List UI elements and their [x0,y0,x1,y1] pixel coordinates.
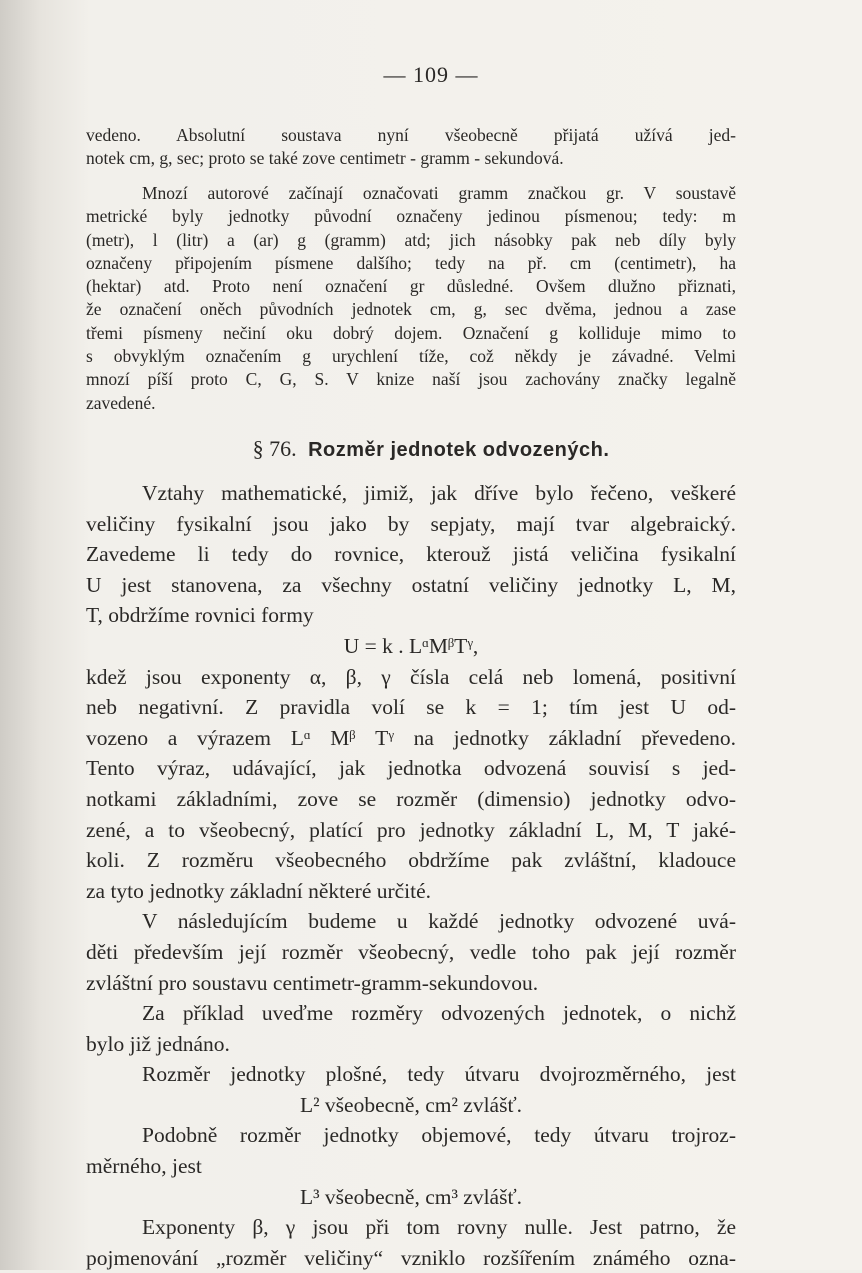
text-line: označeny připojením písmene dalšího; tedy na př. cm (centimetr), ha [86,252,736,273]
text-line: Tento výraz, udávající, jak jednotka odvozená souvisí s jed- [86,756,736,781]
text-line: zvláštní pro soustavu centimetr-gramm-sekundovou. [86,970,539,995]
formula-area: L² všeobecně, cm² zvlášť. [299,1092,523,1117]
text-line: Exponenty β, γ jsou při tom rovny nulle. Jest patrno, že [142,1215,736,1240]
text-line: U jest stanovena, za všechny ostatní veličiny jednotky L, M, [86,572,736,597]
text-line: třemi písmeny nečiní oku dobrý dojem. Označení g kolliduje mimo to [86,322,736,343]
text-line: Za příklad uveďme rozměry odvozených jednotek, o nichž [142,1001,736,1026]
formula-volume: L³ všeobecně, cm³ zvlášť. [299,1184,523,1209]
page-number: — 109 — [383,62,479,87]
text-line: notek cm, g, sec; proto se také zove centimetr - gramm - sekundová. [86,148,564,169]
text-line: zené, a to všeobecný, platící pro jednotky základní L, M, T jaké- [86,817,736,842]
text-line: notkami základními, zove se rozměr (dimensio) jednotky odvo- [86,786,736,811]
text-line: Rozměr jednotky plošné, tedy útvaru dvojrozměrného, jest [142,1062,736,1087]
text-line: Podobně rozměr jednotky objemové, tedy útvaru trojroz- [142,1123,736,1148]
text-line: Vztahy mathematické, jimiž, jak dříve bylo řečeno, veškeré [142,481,736,505]
text-line: metrické byly jednotky původní označeny jedinou písmenou; tedy: m [86,206,736,227]
section-title: Rozměr jednotek odvozených. [308,439,610,461]
text-line: bylo již jednáno. [86,1031,230,1056]
text-line: koli. Z rozměru všeobecného obdržíme pak zvláštní, kladouce [86,848,736,873]
text-line: T, obdržíme rovnici formy [86,603,314,628]
formula-dimension: U = k . LᵅMᵝTᵞ, [343,633,479,658]
paragraph-units-intro [86,124,736,171]
section-number: § 76. [252,436,297,461]
text-line: za tyto jednotky základní některé určité. [86,878,432,903]
text-line: měrného, jest [86,1154,202,1179]
text-line: děti především její rozměr všeobecný, vedle toho pak její rozměr [86,939,736,964]
text-line: neb negativní. Z pravidla volí se k = 1; tím jest U od- [86,695,736,720]
text-line: zavedené. [86,392,156,413]
text-line: Mnozí autorové začínají označovati gramm značkou gr. V soustavě [142,183,736,203]
text-line: mnozí píší proto C, G, S. V knize naší jsou zachovány značky legalně [86,369,736,390]
text-line: veličiny fysikalní jsou jako by sepjaty, mají tvar algebraický. [86,511,736,536]
paragraph-dimension-body [86,478,736,1273]
text-line: pojmenování „rozměr veličiny“ vzniklo rozšířením známého ozna- [86,1245,736,1270]
text-line: kdež jsou exponenty α, β, γ čísla celá neb lomená, positivní [86,664,736,689]
text-line: vedeno. Absolutní soustava nyní všeobecně přijatá užívá jed- [86,125,736,145]
text-line: V následujícím budeme u každé jednotky odvozené uvá- [142,909,736,934]
text-line: vozeno a výrazem Lᵅ Mᵝ Tᵞ na jednotky základní převedeno. [86,725,736,750]
text-line: s obvyklým označením g urychlení tíže, což někdy je závadné. Velmi [86,346,736,367]
text-line: (metr), l (litr) a (ar) g (gramm) atd; jich násobky pak neb díly byly [86,229,736,250]
paragraph-notation-remark [86,182,736,415]
section-heading [0,436,862,462]
text-line: Zavedeme li tedy do rovnice, kterouž jistá veličina fysikalní [86,542,736,567]
text-line: že označení oněch původních jednotek cm, g, sec dvěma, jednou a zase [86,299,736,320]
text-line: (hektar) atd. Proto není označení gr důsledné. Ovšem dlužno přiznati, [86,276,736,297]
